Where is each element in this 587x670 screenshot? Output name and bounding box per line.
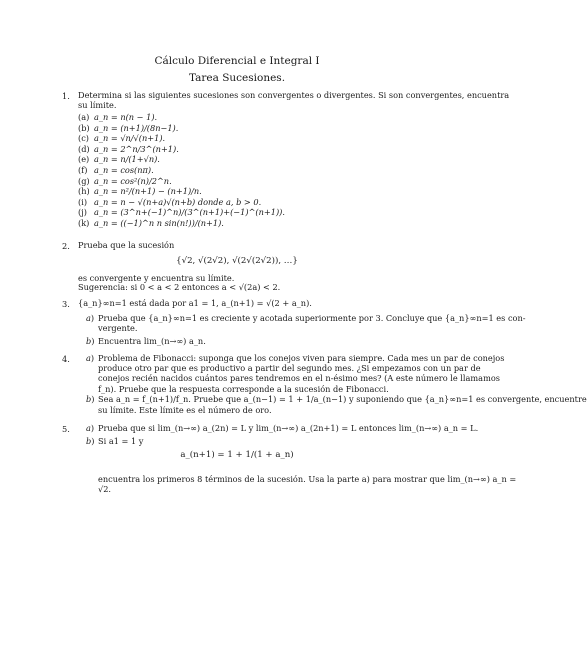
problem-3b-line: Encuentra lim_(n→∞) a_n.	[98, 336, 206, 346]
problem-1-item-expression: a_n = (n+1)/(8n−1).	[94, 122, 179, 133]
problem-1-item-label: (e)	[78, 154, 90, 165]
problem-4b-line2: su límite. Este límite es el número de oro.	[98, 405, 272, 415]
problem-4a-line: produce otro par que es productivo a partir del segundo mes. ¿Si empezamos con un par de	[98, 363, 481, 374]
problem-4a-line: conejos recién nacidos cuántos pares tendremos en el n-ésimo mes? (A este número le llamamos	[98, 373, 500, 384]
problem-1-item-label: (f)	[78, 165, 88, 175]
problem-5b-after2: √2.	[98, 484, 112, 494]
problem-1-item-expression: a_n = √n/√(n+1).	[94, 133, 166, 144]
problem-3-number: 3.	[62, 299, 70, 309]
problem-1-item-expression: a_n = cos(nπ).	[94, 165, 154, 175]
problem-3b-label: b)	[86, 336, 95, 346]
problem-4a-line: f_n). Pruebe que la respuesta corresponde a la sucesión de Fibonacci.	[98, 383, 389, 394]
problem-1-text-line2: su límite.	[78, 100, 117, 110]
problem-1-item-expression: a_n = n²/(n+1) − (n+1)/n.	[94, 186, 202, 197]
problem-1-item-expression: a_n = n/(1+√n).	[94, 154, 160, 165]
problem-1-item-expression: a_n = (3^n+(−1)^n)/(3^(n+1)+(−1)^(n+1)).	[94, 207, 285, 218]
problem-1-item-expression: a_n = cos²(n)/2^n.	[94, 175, 172, 186]
problem-5b-line: Si a1 = 1 y	[98, 436, 144, 446]
problem-5b-after1: encuentra los primeros 8 términos de la sucesión. Usa la parte a) para mostrar que lim_(n→∞) a_n =	[98, 474, 517, 484]
problem-1-item-label: (j)	[78, 207, 87, 218]
problem-3a-line1: Prueba que {a_n}∞n=1 es creciente y acotada superiormente por 3. Concluye que {a_n}∞n=1 es con-	[98, 313, 526, 323]
problem-1-item-label: (i)	[78, 196, 88, 207]
problem-4b-line1: Sea a_n = f_(n+1)/f_n. Pruebe que a_(n−1) = 1 + 1/a_(n−1) y suponiendo que {a_n}∞n=1 es convergente, encuentre	[98, 394, 587, 404]
problem-1-item-expression: a_n = 2^n/3^(n+1).	[94, 143, 179, 154]
page-title: Cálculo Diferencial e Integral I	[154, 55, 320, 67]
problem-1-item-label: (c)	[78, 133, 89, 144]
problem-4a-line: Problema de Fibonacci: suponga que los conejos viven para siempre. Cada mes un par de conejos	[98, 353, 505, 363]
problem-4b-label: b)	[86, 394, 95, 404]
problem-2-intro: Prueba que la sucesión	[78, 240, 175, 250]
problem-2-after1: es convergente y encuentra su límite.	[78, 273, 235, 283]
problem-2-number: 2.	[62, 241, 70, 251]
problem-4a-label: a)	[86, 353, 95, 363]
problem-5-display-recurrence: a_(n+1) = 1 + 1/(1 + a_n)	[180, 450, 294, 460]
problem-5a-label: a)	[86, 423, 95, 433]
problem-1-item-expression: a_n = n − √(n+a)√(n+b) donde a, b > 0.	[94, 196, 262, 207]
page-subtitle: Tarea Sucesiones.	[188, 72, 286, 84]
problem-3a-label: a)	[86, 313, 95, 323]
problem-1-item-label: (d)	[78, 143, 90, 154]
problem-1-item-label: (g)	[78, 175, 90, 186]
problem-1-item-label: (a)	[78, 112, 90, 122]
problem-1-item-label: (b)	[78, 122, 90, 133]
problem-1-item-expression: a_n = ((−1)^n n sin(n!))/(n+1).	[94, 218, 224, 228]
problem-1-item-label: (k)	[78, 218, 90, 228]
problem-1-number: 1.	[62, 91, 70, 101]
problem-3a-line2: vergente.	[98, 323, 138, 333]
problem-2-hint: Sugerencia: si 0 < a < 2 entonces a < √(2a) < 2.	[78, 282, 281, 292]
problem-5a-line: Prueba que si lim_(n→∞) a_(2n) = L y lim_(n→∞) a_(2n+1) = L entonces lim_(n→∞) a_n = L.	[98, 423, 479, 433]
problem-2-display-sequence: {√2, √(2√2), √(2√(2√2)), …}	[176, 256, 298, 266]
problem-1-item-label: (h)	[78, 186, 90, 197]
problem-1-item-expression: a_n = n(n − 1).	[94, 112, 158, 122]
problem-5-number: 5.	[62, 424, 70, 434]
problem-3-intro: {a_n}∞n=1 está dada por a1 = 1, a_(n+1) = √(2 + a_n).	[78, 298, 312, 308]
problem-1-text-line1: Determina si las siguientes sucesiones son convergentes o divergentes. Si son convergentes, encuentra	[78, 90, 510, 100]
problem-4-number: 4.	[62, 354, 70, 364]
problem-5b-label: b)	[86, 436, 95, 446]
